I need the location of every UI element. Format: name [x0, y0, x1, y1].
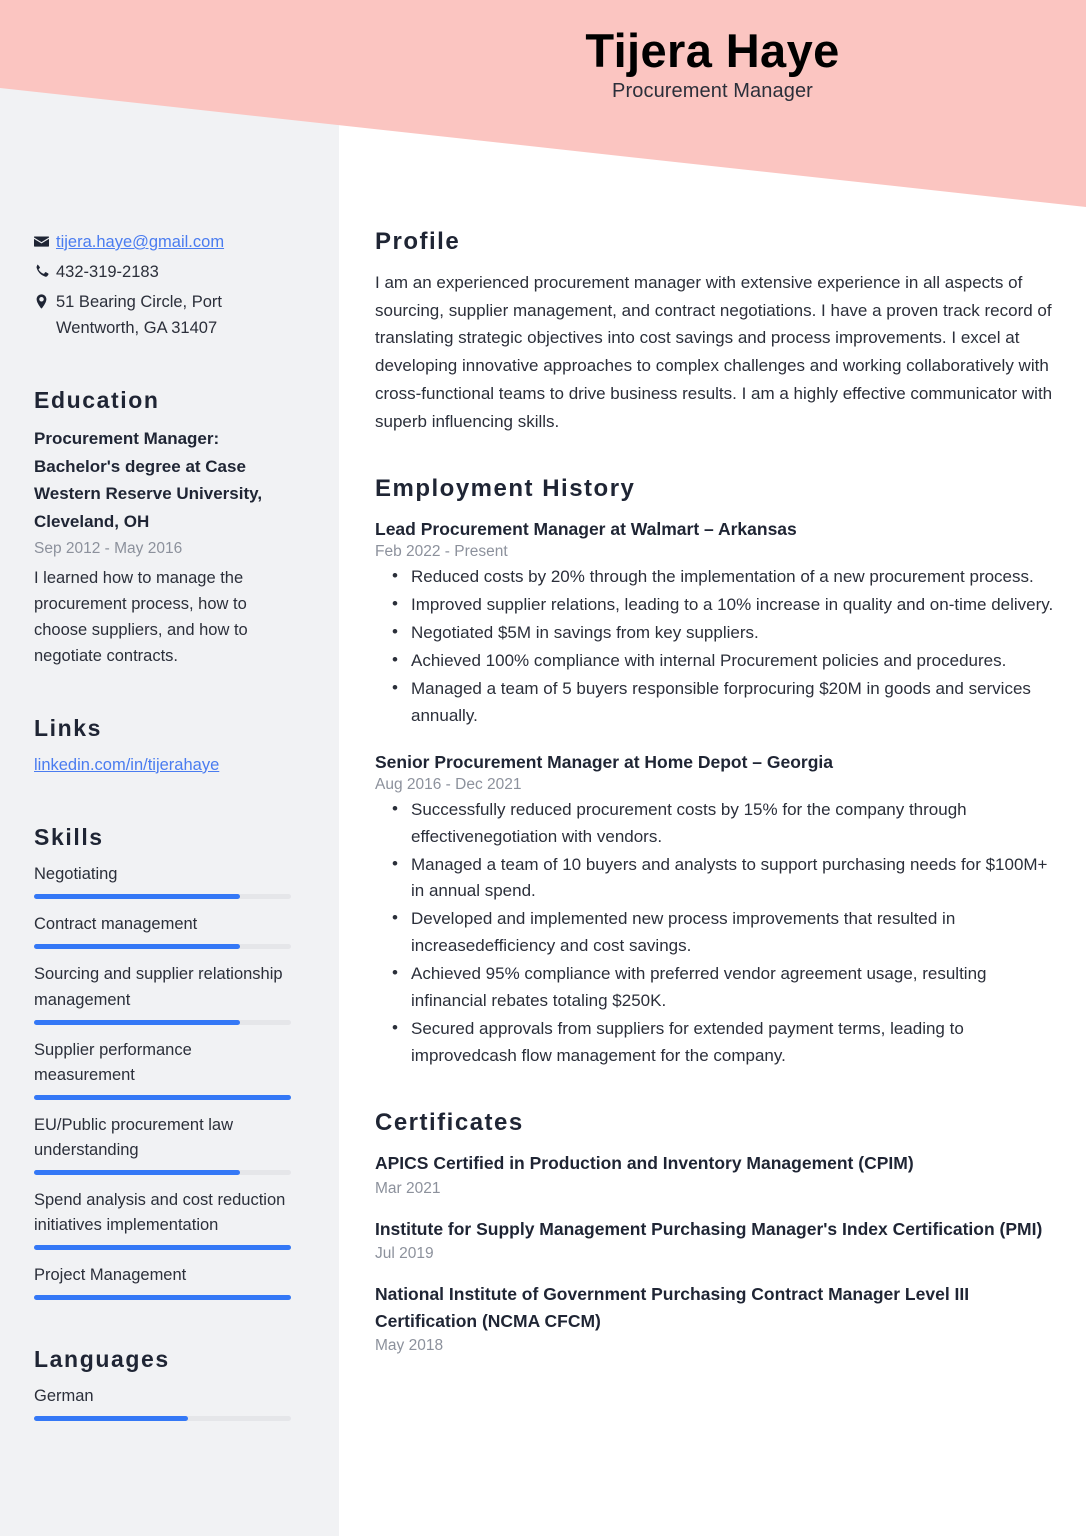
- education-entry: [34, 425, 291, 669]
- location-pin-icon: [34, 290, 56, 309]
- certificate-date: Jul 2019: [375, 1244, 434, 1262]
- job-date: Feb 2022 - Present: [375, 543, 508, 561]
- job-title: Lead Procurement Manager at Walmart – Arkansas: [375, 519, 797, 540]
- skill-bar-track: [34, 1020, 291, 1025]
- links-list: [34, 753, 291, 779]
- skill-bar-fill: [34, 944, 240, 949]
- candidate-job-title: Procurement Manager: [612, 79, 813, 102]
- skill-item: [34, 1113, 291, 1175]
- skill-item: [34, 962, 291, 1024]
- contact-list: [34, 230, 291, 341]
- skill-bar-fill: [34, 1095, 291, 1100]
- education-date: Sep 2012 - May 2016: [34, 540, 183, 558]
- skill-bar-track: [34, 1295, 291, 1300]
- contact-row-phone: [34, 260, 291, 287]
- skill-item: [34, 1263, 291, 1300]
- skill-bar-fill: [34, 1295, 291, 1300]
- language-item: [34, 1384, 291, 1421]
- skill-bar-fill: [34, 1245, 291, 1250]
- email-icon: [34, 230, 56, 249]
- skill-bar-track: [34, 944, 291, 949]
- education-heading: Education: [34, 387, 160, 414]
- job-date: Aug 2016 - Dec 2021: [375, 775, 522, 793]
- job-bullet: • Successfully reduced procurement costs by 15% for the company through effectivenegotiation with vendors.: [411, 797, 1054, 851]
- sidebar: [0, 0, 339, 1434]
- job-bullet: • Managed a team of 10 buyers and analysts to support purchasing needs for $100M+ in annual spend.: [411, 852, 1054, 906]
- employment-heading: Employment History: [375, 475, 636, 503]
- certificate-date: Mar 2021: [375, 1179, 441, 1197]
- phone-icon: [34, 260, 56, 279]
- phone-number: 432-319-2183: [56, 263, 159, 281]
- job-bullet: • Negotiated $5M in savings from key suppliers.: [411, 620, 1054, 647]
- address-text: 51 Bearing Circle, Port Wentworth, GA 31407: [56, 293, 222, 337]
- skill-label: EU/Public procurement law understanding: [34, 1115, 233, 1159]
- job-bullet: • Achieved 95% compliance with preferred vendor agreement usage, resulting infinancial rebates totaling $250K.: [411, 961, 1054, 1015]
- skill-item: [34, 1188, 291, 1250]
- skill-bar-track: [34, 1095, 291, 1100]
- skill-bar-track: [34, 894, 291, 899]
- language-label: German: [34, 1387, 94, 1406]
- skill-label: Spend analysis and cost reduction initiatives implementation: [34, 1190, 286, 1235]
- education-description: I learned how to manage the procurement process, how to choose suppliers, and how to negotiate contracts.: [34, 568, 248, 665]
- certificates-heading: Certificates: [375, 1109, 524, 1137]
- links-heading: Links: [34, 714, 103, 741]
- skill-label: Contract management: [34, 915, 198, 934]
- skill-item: [34, 1038, 291, 1100]
- profile-heading: Profile: [375, 228, 461, 255]
- skill-label: Sourcing and supplier relationship management: [34, 965, 283, 1009]
- certificate-title: Institute for Supply Management Purchasing Manager's Index Certification (PMI): [375, 1218, 1043, 1239]
- job-title: Senior Procurement Manager at Home Depot – Georgia: [375, 751, 834, 772]
- skill-item: [34, 862, 291, 899]
- job-bullet-list: [375, 564, 1054, 729]
- language-bar-fill: [34, 1416, 188, 1421]
- linkedin-link[interactable]: linkedin.com/in/tijerahaye: [34, 755, 220, 774]
- job-bullet: • Reduced costs by 20% through the implementation of a new procurement process.: [411, 564, 1054, 591]
- skill-bar-fill: [34, 894, 240, 899]
- skill-item: [34, 912, 291, 949]
- languages-list: [34, 1384, 291, 1421]
- certificate-title: APICS Certified in Production and Inventory Management (CPIM): [375, 1153, 914, 1174]
- contact-row-address: [34, 290, 291, 341]
- certificate-entry: [375, 1150, 1054, 1197]
- skill-bar-track: [34, 1245, 291, 1250]
- skill-bar-fill: [34, 1170, 240, 1175]
- language-bar-track: [34, 1416, 291, 1421]
- employment-entry: [375, 516, 1054, 729]
- job-bullet: • Achieved 100% compliance with internal Procurement policies and procedures.: [411, 648, 1054, 675]
- skill-bar-track: [34, 1170, 291, 1175]
- employment-entry: [375, 749, 1054, 1070]
- resume-header: [339, 26, 1086, 103]
- skills-list: [34, 862, 291, 1300]
- job-bullet: • Secured approvals from suppliers for extended payment terms, leading to improvedcash flow management for the company.: [411, 1016, 1054, 1070]
- skill-bar-fill: [34, 1020, 240, 1025]
- main-content: [339, 0, 1086, 1373]
- job-bullet: • Developed and implemented new process improvements that resulted in increasedefficiency and cost savings.: [411, 906, 1054, 960]
- profile-text: I am an experienced procurement manager with extensive experience in all aspects of sourcing, supplier management, and contract negotiations. I have a proven track record of translating strategic objectives into cost savings and process improvements. I excel at developing innovative approaches to complex challenges and working collaboratively with cross-functional teams to drive business results. I am a highly effective communicator with superb influencing skills.: [375, 273, 1053, 431]
- job-bullet: • Improved supplier relations, leading to a 10% increase in quality and on-time delivery.: [411, 592, 1054, 619]
- languages-heading: Languages: [34, 1346, 170, 1373]
- candidate-name: Tijera Haye: [585, 24, 840, 77]
- job-bullet-list: [375, 797, 1054, 1070]
- certificate-entry: [375, 1216, 1054, 1263]
- certificate-title: National Institute of Government Purchasing Contract Manager Level III Certification (NCMA CFCM): [375, 1283, 970, 1331]
- skill-label: Supplier performance measurement: [34, 1040, 192, 1084]
- email-link[interactable]: tijera.haye@gmail.com: [56, 233, 225, 251]
- skill-label: Project Management: [34, 1266, 187, 1285]
- contact-row-email: [34, 230, 291, 257]
- skills-heading: Skills: [34, 824, 104, 851]
- education-title: Procurement Manager: Bachelor's degree at Case Western Reserve University, Cleveland, OH: [34, 429, 263, 531]
- certificate-entry: [375, 1281, 1054, 1355]
- skill-label: Negotiating: [34, 865, 118, 884]
- certificate-date: May 2018: [375, 1336, 444, 1354]
- job-bullet: • Managed a team of 5 buyers responsible forprocuring $20M in goods and services annually.: [411, 676, 1054, 730]
